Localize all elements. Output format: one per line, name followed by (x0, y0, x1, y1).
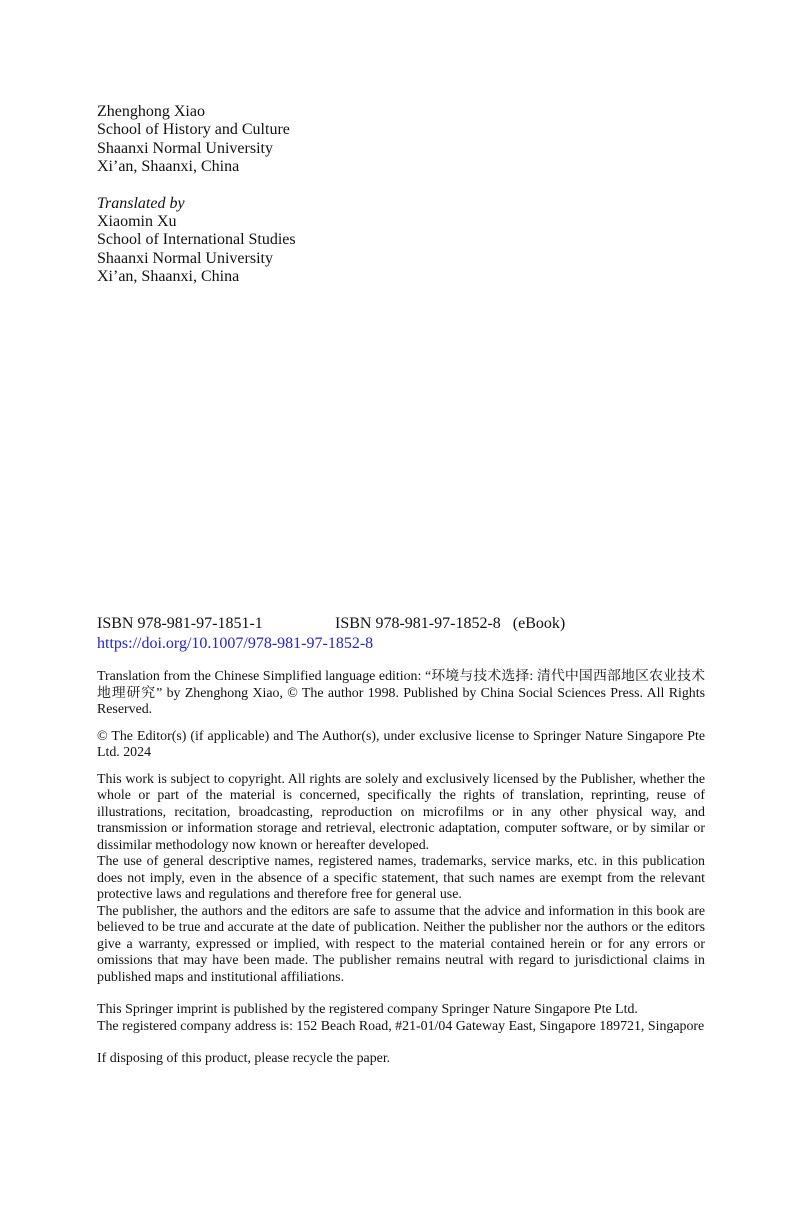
translator-university: Shaanxi Normal University (97, 249, 273, 267)
author-translator-block (97, 103, 296, 286)
imprint-statement: This Springer imprint is published by the registered company Springer Nature Singapore Pte Ltd. (97, 1002, 638, 1017)
company-address: The registered company address is: 152 Beach Road, #21-01/04 Gateway East, Singapore 189721, Singapore (97, 1018, 705, 1034)
isbn-row (97, 614, 717, 634)
translated-by-label: Translated by (97, 194, 185, 212)
translator-location: Xi’an, Shaanxi, China (97, 267, 240, 285)
recycle-note: If disposing of this product, please recycle the paper. (97, 1051, 391, 1066)
spacer (97, 176, 296, 195)
translation-note: Translation from the Chinese Simplified language edition: “环境与技术选择: 清代中国西部地区农业技术地理研究” by Zhenghong Xiao, © The author 1998. Published by China Social Sciences Press. All Rights Reserved. (97, 669, 705, 717)
doi-link[interactable]: https://doi.org/10.1007/978-981-97-1852-8 (97, 634, 374, 652)
copyright-paragraph-disclaimer: The publisher, the authors and the editors are safe to assume that the advice and information in this book are believed to be true and accurate at the date of publication. Neither the publisher nor the authors or the editors give a warranty, expressed or implied, with respect to the material contained herein or for any errors or omissions that may have been made. The publisher remains neutral with regard to jurisdictional claims in published maps and institutional affiliations. (97, 903, 705, 985)
isbn-block (97, 614, 717, 653)
spacer (97, 1035, 705, 1051)
spacer (97, 986, 705, 1002)
legal-block (97, 669, 705, 1068)
author-university: Shaanxi Normal University (97, 139, 273, 157)
copyright-paragraph-rights: This work is subject to copyright. All rights are solely and exclusively licensed by the Publisher, whether the whole or part of the material is concerned, specifically the rights of translation, reprinting, reuse of illustrations, recitation, broadcasting, reproduction on microfilms or in any other physical way, and transmission or information storage and retrieval, electronic adaptation, computer software, or by similar or dissimilar methodology now known or hereafter developed. (97, 771, 705, 853)
spacer (97, 762, 705, 772)
copyright-line: © The Editor(s) (if applicable) and The Author(s), under exclusive license to Springer Nature Singapore Pte Ltd. 2024 (97, 728, 705, 760)
author-department: School of History and Culture (97, 121, 290, 139)
isbn-print: ISBN 978-981-97-1851-1 (97, 615, 263, 632)
translator-department: School of International Studies (97, 231, 296, 249)
spacer (97, 719, 705, 729)
translator-name: Xiaomin Xu (97, 212, 177, 230)
author-name: Zhenghong Xiao (97, 103, 205, 120)
author-location: Xi’an, Shaanxi, China (97, 157, 240, 175)
copyright-paragraph-names: The use of general descriptive names, registered names, trademarks, service marks, etc. in this publication does not imply, even in the absence of a specific statement, that such names are exempt from the relevant protective laws and regulations and therefore free for general use. (97, 854, 705, 902)
isbn-ebook-type: (eBook) (512, 615, 566, 632)
isbn-ebook: ISBN 978-981-97-1852-8 (335, 615, 501, 632)
